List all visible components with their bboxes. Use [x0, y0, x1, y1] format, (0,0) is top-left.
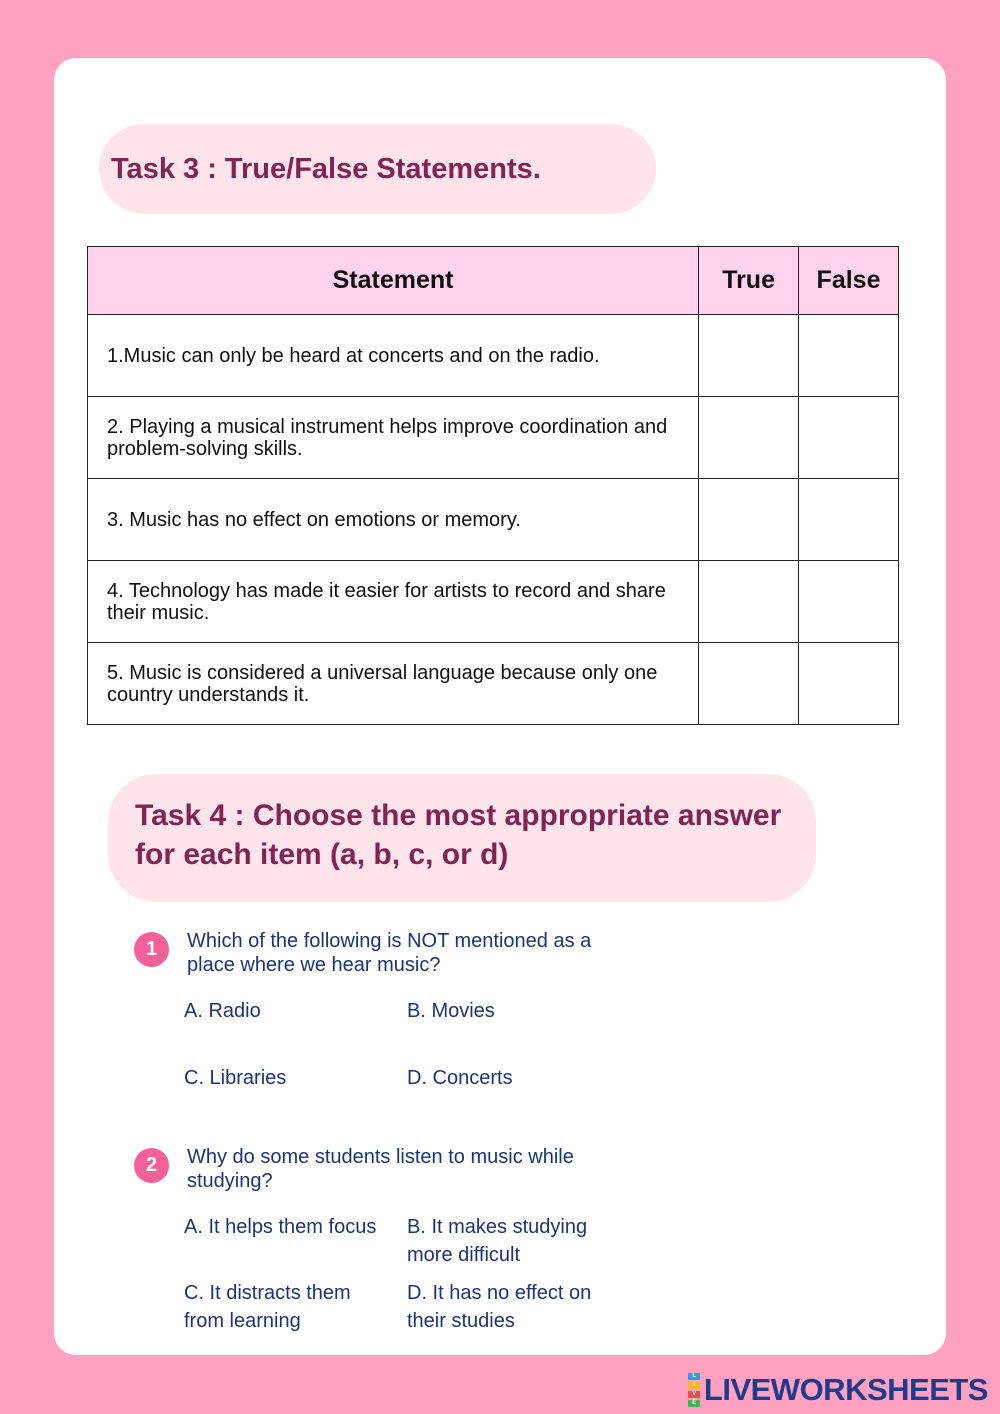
table-row — [88, 479, 899, 561]
question-text: Why do some students listen to music while studying? — [187, 1146, 574, 1192]
true-answer-cell[interactable] — [699, 643, 799, 725]
table-row — [88, 397, 899, 479]
option-b[interactable]: B. It makes studying more difficult — [407, 1216, 588, 1266]
statement-header: Statement — [88, 247, 699, 315]
statement-cell: 2. Playing a musical instrument helps improve coordination and problem-solving skills. — [88, 397, 699, 479]
false-header: False — [799, 247, 899, 315]
false-answer-cell[interactable] — [799, 397, 899, 479]
true-answer-cell[interactable] — [699, 397, 799, 479]
false-answer-cell[interactable] — [799, 643, 899, 725]
table-row — [88, 315, 899, 397]
option-c[interactable]: C. Libraries — [184, 1067, 287, 1089]
option-a[interactable]: A. It helps them focus — [184, 1216, 377, 1238]
false-answer-cell[interactable] — [799, 479, 899, 561]
true-answer-cell[interactable] — [699, 479, 799, 561]
task3-heading: Task 3 : True/False Statements. — [99, 124, 656, 214]
true-answer-cell[interactable] — [699, 315, 799, 397]
table-row — [88, 561, 899, 643]
table-header-row — [88, 247, 899, 315]
brand-name: LIVEWORKSHEETS — [703, 1372, 988, 1407]
statement-cell: 3. Music has no effect on emotions or memory. — [88, 479, 699, 561]
statement-cell: 4. Technology has made it easier for artists to record and share their music. — [88, 561, 699, 643]
question-text: Which of the following is NOT mentioned as a place where we hear music? — [187, 930, 592, 976]
worksheet-card — [54, 58, 946, 1355]
question-number-badge: 2 — [134, 1148, 169, 1183]
statement-cell: 1.Music can only be heard at concerts and on the radio. — [88, 315, 699, 397]
logo-mark-icon: L I V E — [688, 1372, 700, 1408]
true-answer-cell[interactable] — [699, 561, 799, 643]
liveworksheets-logo[interactable] — [688, 1372, 988, 1408]
statement-cell: 5. Music is considered a universal language because only one country understands it. — [88, 643, 699, 725]
option-d[interactable]: D. It has no effect on their studies — [407, 1282, 592, 1332]
task4-heading: Task 4 : Choose the most appropriate answer for each item (a, b, c, or d) — [108, 774, 816, 902]
true-header: True — [699, 247, 799, 315]
true-false-table — [87, 246, 899, 725]
option-d[interactable]: D. Concerts — [407, 1067, 513, 1089]
option-a[interactable]: A. Radio — [184, 1000, 261, 1022]
false-answer-cell[interactable] — [799, 315, 899, 397]
table-row — [88, 643, 899, 725]
option-b[interactable]: B. Movies — [407, 1000, 495, 1022]
false-answer-cell[interactable] — [799, 561, 899, 643]
option-c[interactable]: C. It distracts them from learning — [184, 1282, 351, 1332]
question-number-badge: 1 — [134, 932, 169, 967]
